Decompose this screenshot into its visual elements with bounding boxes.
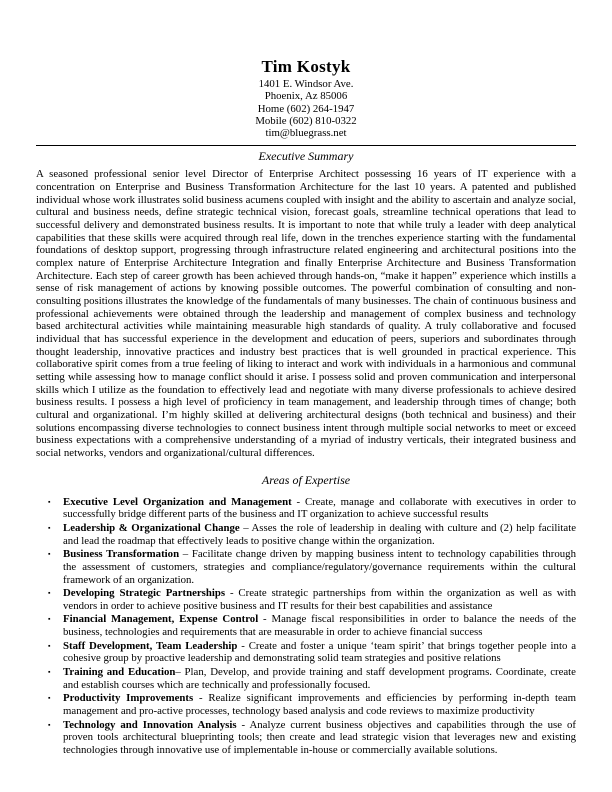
expertise-term: Staff Development, Team Leadership bbox=[63, 639, 238, 652]
bullet-icon: ▪ bbox=[48, 694, 51, 703]
expertise-term: Developing Strategic Partnerships bbox=[63, 587, 226, 600]
expertise-item bbox=[36, 548, 576, 586]
address-city: Phoenix, Az 85006 bbox=[264, 90, 348, 103]
executive-summary-text: A seasoned professional senior level Director of Enterprise Architect possessing 16 years of IT experience with a concentration on Enterprise and Business Transformation Architecture for the last 10 years. A patented and published individual whose work illustrates solid business acumens coupled with insight and the ability to ascertain and analyze social, cultural and business needs, define strategic technical vision, forecast goals, streamline technical operations that lead to successful delivery and demonstrated business results. It is important to note that while truly a leader with deep analytical capabilities that these skills were acquired through real life, down in the trenches experience starting with the fundamental foundations of desktop support, progressing through infrastructure related engineering and architectural positions into the complex nature of Enterprise Architecture Integration and finally Enterprise Architecture and Business Transformation Architecture. Each step of career growth has been achieved through hands-on, “make it happen” experience which instills a sense of risk management of actions by knowing possible outcomes. The powerful combination of consulting and non-consulting positions illustrates the knowledge of the fundamentals of many businesses. The chain of continuous business and professional achievements were obtained through the leadership and management of complex business and technology based architectural activities while maintaining measurable high standards of quality. A truly collaborative and focused individual that has successful experience in the development and education of peers, superiors and subordinates through thought leadership, innovative practices and industry best practices that is well grounded in practical experience. This collaborative spirit comes from a true feeling of liking to interact and work with individuals in a harmonious and communal setting while assessing how to manage conflict should it arise. I possess solid and proven communication and interpersonal skills which I utilize as the foundation to effectively lead and negotiate with many diverse professionals to achieve desired business results. I possess a high level of proficiency in team management, and leadership through times of change; both cultural and organizational. I’m highly skilled at delivering architectural designs (both technical and business) and their solutions encompassing diverse technologies to connect business intent through multiple social networks to meet or exceed business expectations with a comprehensive understanding of a myriad of industry verticals, their integrated business and social networks, vendors and organizational/cultural differences. bbox=[36, 168, 576, 459]
expertise-item bbox=[36, 640, 576, 665]
bullet-icon: ▪ bbox=[48, 615, 51, 624]
expertise-item bbox=[36, 613, 576, 638]
phone-home: Home (602) 264-1947 bbox=[257, 102, 355, 115]
bullet-icon: ▪ bbox=[48, 550, 51, 559]
expertise-desc: – Asses the role of leadership in dealing with culture and (2) help facilitate and lead the roadmap that effectively leads to positive change within the organization. bbox=[63, 521, 576, 547]
section-heading-areas-of-expertise: Areas of Expertise bbox=[261, 472, 351, 487]
bullet-icon: ▪ bbox=[48, 523, 51, 532]
section-heading-executive-summary: Executive Summary bbox=[258, 149, 354, 164]
expertise-term: Executive Level Organization and Management bbox=[63, 495, 292, 508]
expertise-desc: - Manage fiscal responsibilities in order to balance the needs of the business, technologies and requirements that are measurable in order to achieve financial success bbox=[63, 613, 576, 639]
expertise-desc: - Realize significant improvements and efficiencies by performing in-depth team management and pro-active processes, technology based analysis and code reviews to maximize productivity bbox=[63, 692, 577, 718]
expertise-term: Business Transformation bbox=[63, 548, 180, 561]
phone-mobile: Mobile (602) 810-0322 bbox=[255, 114, 357, 127]
expertise-desc: - Analyze current business objectives and capabilities through the use of proven tools architectural blueprinting tools; then create and lead strategic vision that leverages new and existing technologies through innovative use of implementable in-house or commercially available solutions. bbox=[63, 718, 576, 757]
person-name: Tim Kostyk bbox=[261, 57, 351, 76]
header-divider bbox=[36, 145, 576, 146]
expertise-item bbox=[36, 522, 576, 547]
expertise-item bbox=[36, 587, 576, 612]
bullet-icon: ▪ bbox=[48, 641, 51, 650]
expertise-desc: – Plan, Develop, and provide training and staff development programs. Coordinate, create and establish courses which are technically and professionally focused. bbox=[63, 666, 576, 691]
expertise-item bbox=[36, 496, 576, 521]
expertise-desc: - Create and foster a unique ‘team spirit’ that brings together people into a cohesive group by proactive leadership and demonstrating solid team strategies and positive relations bbox=[63, 639, 576, 665]
bullet-icon: ▪ bbox=[48, 720, 51, 729]
expertise-item bbox=[36, 666, 576, 691]
expertise-term: Training and Education bbox=[63, 666, 176, 679]
expertise-term: Leadership & Organizational Change bbox=[63, 521, 240, 534]
contact-header bbox=[36, 57, 576, 139]
expertise-term: Productivity Improvements bbox=[63, 692, 194, 705]
expertise-list bbox=[36, 496, 576, 757]
expertise-term: Financial Management, Expense Control bbox=[63, 613, 259, 626]
bullet-icon: ▪ bbox=[48, 497, 51, 506]
email-address: tim@bluegrass.net bbox=[265, 127, 347, 140]
expertise-desc: - Create, manage and collaborate with executives in order to successfully bridge different parts of the business and IT organization to achieve successful results bbox=[63, 495, 576, 521]
expertise-term: Technology and Innovation Analysis bbox=[63, 718, 237, 731]
expertise-desc: - Create strategic partnerships from within the organization as well as with vendors in order to achieve positive business and IT results for their best capabilities and assistance bbox=[63, 587, 576, 612]
expertise-item bbox=[36, 719, 576, 757]
expertise-item bbox=[36, 692, 576, 717]
bullet-icon: ▪ bbox=[48, 668, 51, 677]
bullet-icon: ▪ bbox=[48, 589, 51, 598]
expertise-desc: – Facilitate change driven by mapping business intent to technology capabilities through the assessment of customers, strategies and compliance/regulatory/governance requirements within the cultural framework of an organization. bbox=[63, 548, 576, 586]
address-street: 1401 E. Windsor Ave. bbox=[258, 78, 354, 90]
